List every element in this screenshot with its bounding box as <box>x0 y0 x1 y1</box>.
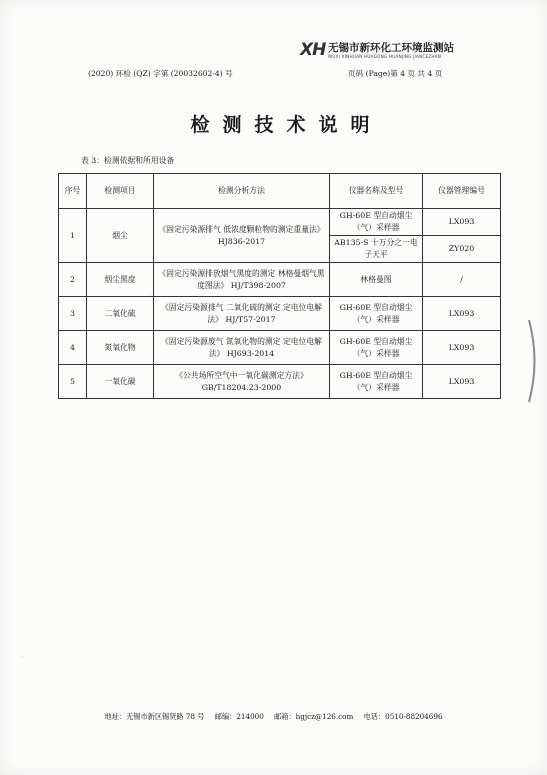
cell-index: 5 <box>59 365 87 399</box>
logo-chinese-name: 无锡市新环化工环境监测站 <box>328 42 454 54</box>
cell-instrument: GH-60E 型自动烟尘（气）采样器 <box>330 365 423 399</box>
footer-address: 地址：无锡市新区锡贤路 78 号 <box>104 712 205 721</box>
table-row <box>59 297 501 331</box>
table-row <box>59 365 501 399</box>
footer-contact <box>0 712 547 722</box>
footer-postcode: 邮编：214000 <box>214 712 264 721</box>
cell-index: 2 <box>59 263 87 297</box>
cell-instrument: GH-60E 型自动烟尘（气）采样器 <box>330 297 423 331</box>
report-reference-number: (2020) 环检 (QZ) 字第 (20032602-4) 号 <box>88 69 233 78</box>
cell-management-no: / <box>423 263 501 297</box>
page-title: 检测技术说明 <box>190 114 383 136</box>
cell-index: 3 <box>59 297 87 331</box>
cell-management-no: ZY020 <box>423 236 501 263</box>
cell-management-no: LX093 <box>423 209 501 236</box>
cell-method: 《公共场所空气中一氧化碳测定方法》 GB/T18204.23-2000 <box>154 365 330 399</box>
header-item: 检测项目 <box>87 174 154 209</box>
cell-index: 1 <box>59 209 87 263</box>
scan-speck: · <box>22 654 24 660</box>
cell-index: 4 <box>59 331 87 365</box>
page-edge-curl <box>527 318 541 404</box>
table-row <box>59 209 501 236</box>
cell-method: 《固定污染源排气 低浓度颗粒物的测定重量法》 HJ836-2017 <box>154 209 330 263</box>
cell-item: 一氧化碳 <box>87 365 154 399</box>
header-method: 检测分析方法 <box>154 174 330 209</box>
header-management-no: 仪器管理编号 <box>423 174 501 209</box>
header-instrument: 仪器名称及型号 <box>330 174 423 209</box>
cell-instrument: AB135-S 十万分之一电子天平 <box>330 236 423 263</box>
footer-phone: 电话：0510-88204696 <box>363 712 443 721</box>
logo-pinyin-name: WUXI XINHUAN HUAGONG HUANJING JIANCEZHAN <box>328 54 442 59</box>
header-index: 序号 <box>59 174 87 209</box>
cell-instrument: 林格曼图 <box>330 263 423 297</box>
cell-management-no: LX093 <box>423 365 501 399</box>
cell-item: 烟尘黑度 <box>87 263 154 297</box>
cell-item: 烟尘 <box>87 209 154 263</box>
cell-instrument: GH-60E 型自动烟尘（气）采样器 <box>330 209 423 236</box>
cell-item: 氮氧化物 <box>87 331 154 365</box>
cell-method: 《固定污染源排放烟气黑度的测定 林格曼烟气黑度图法》 HJ/T398-2007 <box>154 263 330 297</box>
equipment-table <box>58 173 501 399</box>
table-header-row <box>59 174 501 209</box>
cell-item: 二氧化硫 <box>87 297 154 331</box>
cell-method: 《固定污染源废气 氮氧化物的测定 定电位电解法》 HJ693-2014 <box>154 331 330 365</box>
cell-instrument: GH-60E 型自动烟尘（气）采样器 <box>330 331 423 365</box>
cell-management-no: LX093 <box>423 297 501 331</box>
table-caption: 表 3：检测依据和所用设备 <box>81 156 175 165</box>
scan-speck: · <box>150 292 152 298</box>
logo-mark: XH <box>300 40 326 60</box>
footer-email: 邮箱：hgjcz@126.com <box>274 712 354 721</box>
table-row <box>59 263 501 297</box>
table-row <box>59 331 501 365</box>
cell-management-no: LX093 <box>423 331 501 365</box>
station-logo <box>300 40 470 64</box>
page-number: 页码 (Page)第 4 页 共 4 页 <box>348 69 443 78</box>
cell-method: 《固定污染源排气 二氧化硫的测定 定电位电解法》 HJ/T57-2017 <box>154 297 330 331</box>
